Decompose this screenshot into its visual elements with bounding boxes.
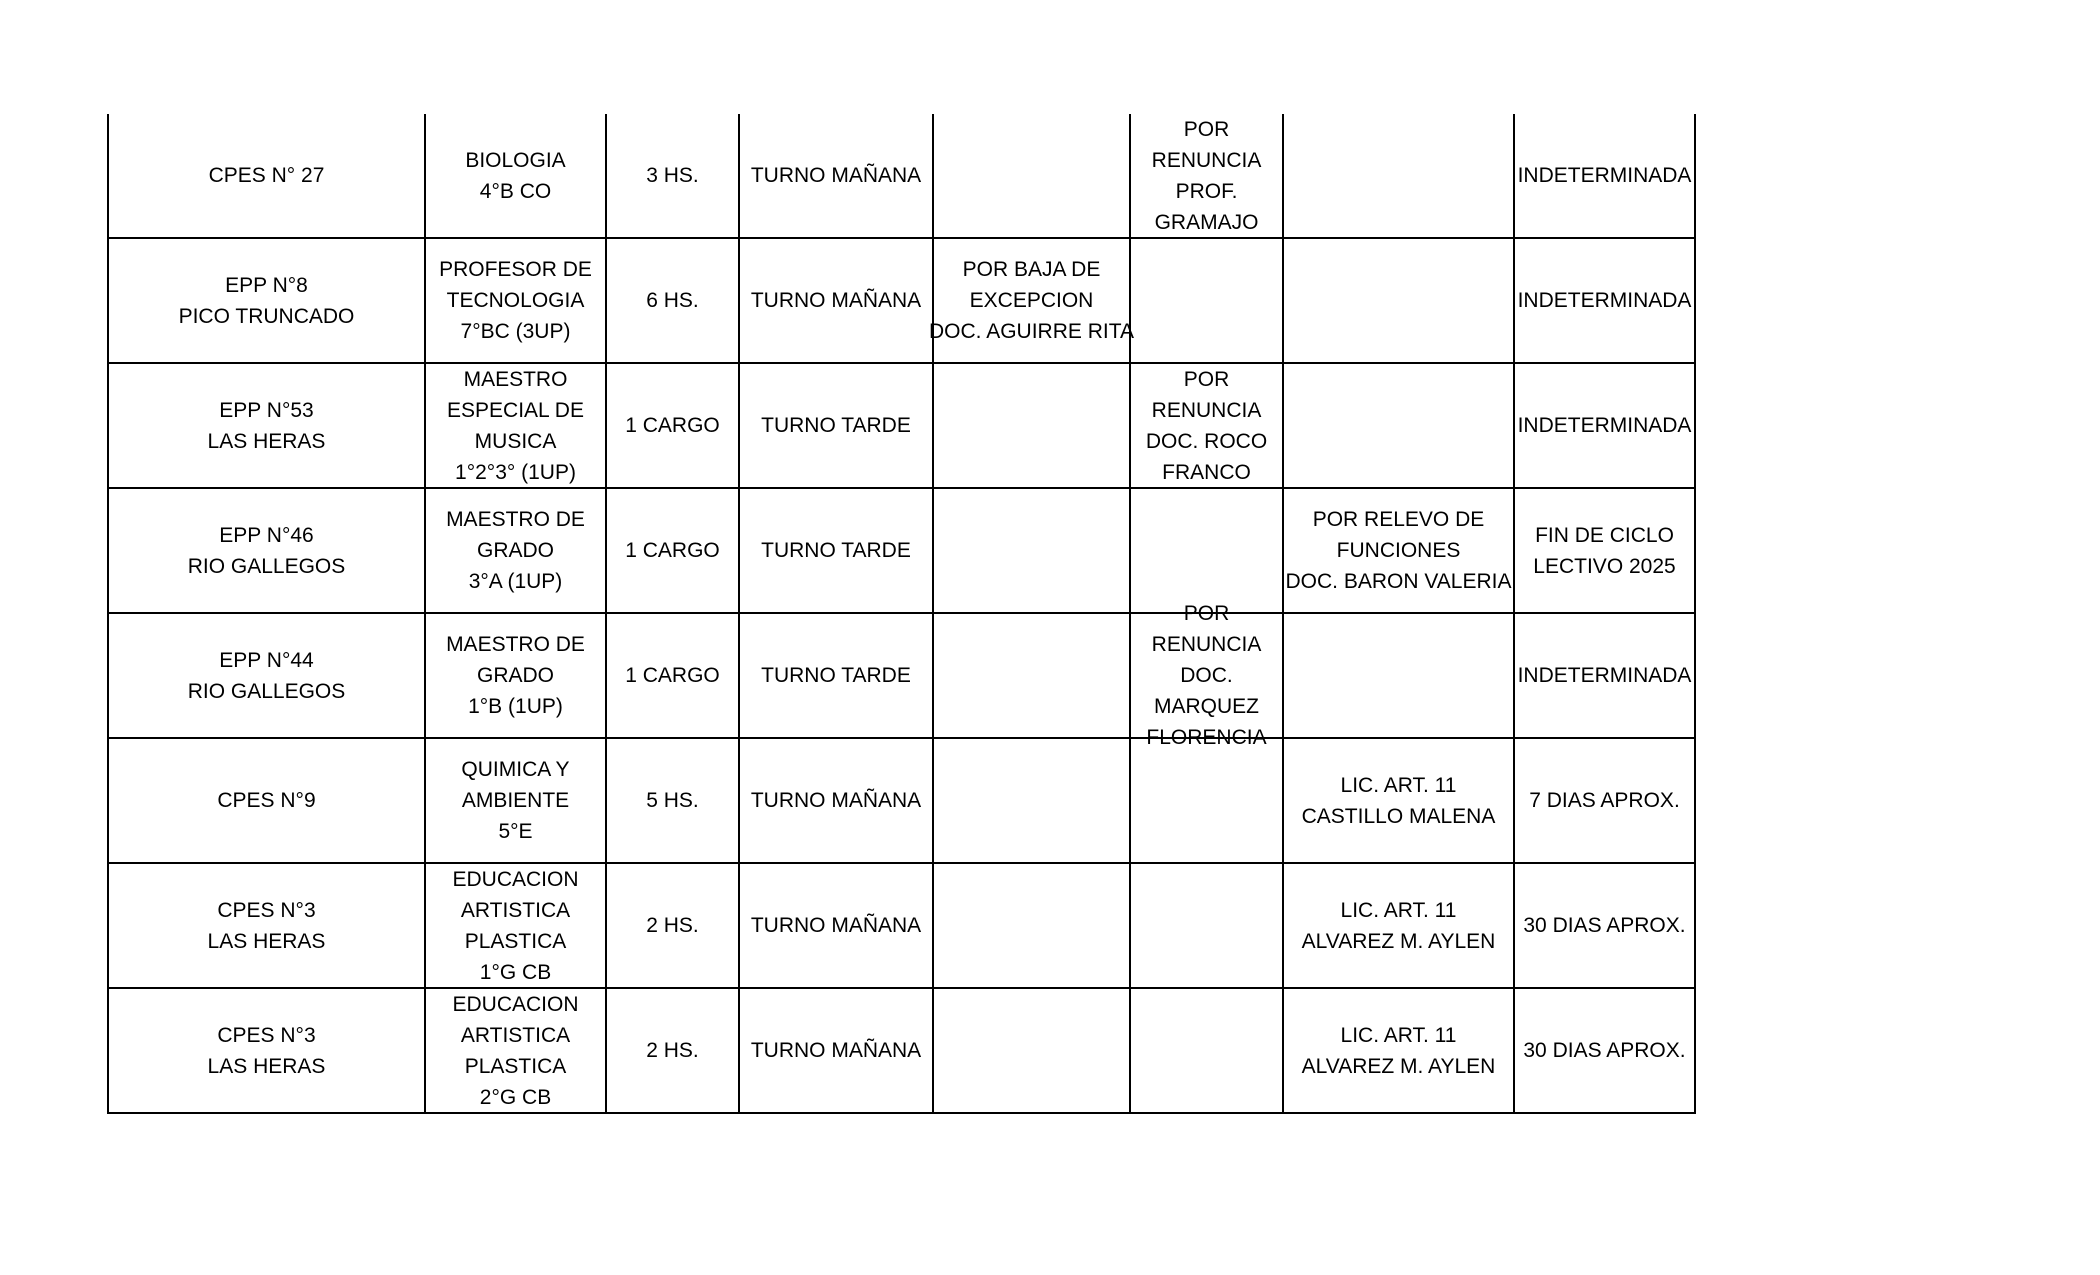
cell-text-line: CASTILLO MALENA bbox=[1301, 804, 1496, 828]
cell-text-line: BIOLOGIA bbox=[465, 148, 566, 172]
cell-text-line: LAS HERAS bbox=[207, 429, 326, 453]
cell-text-line: 2 HS. bbox=[646, 914, 699, 937]
cell-text-line: ALVAREZ M. AYLEN bbox=[1301, 1054, 1496, 1078]
cell-text-line: LAS HERAS bbox=[207, 1054, 326, 1078]
cell-text-line: INDETERMINADA bbox=[1517, 664, 1692, 687]
cell-text-line: EDUCACION bbox=[452, 867, 579, 891]
hours-cell bbox=[606, 488, 739, 613]
cell-text-line: PROF. bbox=[1175, 179, 1238, 203]
cell-text-line: 5°E bbox=[498, 820, 533, 843]
duration-cell bbox=[1514, 738, 1695, 863]
cell-text-line: PLASTICA bbox=[464, 929, 567, 953]
shift-cell bbox=[739, 238, 933, 363]
reason-cell bbox=[933, 363, 1130, 488]
cell-text-line: 5 HS. bbox=[646, 789, 699, 812]
cell-text-line: GRADO bbox=[476, 664, 554, 687]
hours-cell bbox=[606, 613, 739, 738]
duration-cell bbox=[1514, 363, 1695, 488]
reason-cell bbox=[929, 238, 1134, 363]
cell-text-line: EPP N°44 bbox=[219, 648, 314, 672]
cell-text-line: TURNO TARDE bbox=[761, 664, 911, 687]
school-cell bbox=[108, 738, 425, 863]
substitution-reason-cell bbox=[1283, 238, 1514, 363]
cell-text-line: FUNCIONES bbox=[1336, 539, 1461, 562]
cell-text-line: GRAMAJO bbox=[1154, 210, 1259, 234]
table-row bbox=[108, 238, 1695, 363]
substitution-reason-cell bbox=[1283, 488, 1514, 613]
substitution-reason-cell bbox=[1283, 738, 1514, 863]
cell-text-line: TURNO MAÑANA bbox=[750, 289, 922, 312]
cell-text-line: ESPECIAL DE bbox=[447, 398, 584, 422]
vacancy-reason-cell bbox=[1130, 863, 1283, 988]
cell-text-line: 6 HS. bbox=[646, 289, 699, 312]
cell-text-line: MAESTRO bbox=[463, 367, 568, 391]
cell-text-line: POR bbox=[1183, 367, 1230, 391]
shift-cell bbox=[739, 613, 933, 738]
cell-text-line: TURNO TARDE bbox=[761, 414, 911, 437]
duration-cell bbox=[1514, 988, 1695, 1113]
cell-text-line: INDETERMINADA bbox=[1517, 164, 1692, 187]
cell-text-line: 1°G CB bbox=[479, 960, 552, 984]
vacancies-table bbox=[107, 114, 1696, 1114]
vacancy-reason-cell bbox=[1130, 114, 1283, 238]
reason-cell bbox=[933, 114, 1130, 238]
reason-cell bbox=[933, 613, 1130, 738]
cell-text-line: TURNO MAÑANA bbox=[750, 789, 922, 812]
cell-text-line: ARTISTICA bbox=[460, 1023, 571, 1047]
cell-text-line: FIN DE CICLO bbox=[1535, 523, 1674, 547]
cell-text-line: LIC. ART. 11 bbox=[1340, 898, 1457, 922]
cell-text-line: PROFESOR DE bbox=[439, 258, 592, 281]
shift-cell bbox=[739, 363, 933, 488]
duration-cell bbox=[1514, 114, 1695, 238]
cell-text-line: EPP N°8 bbox=[225, 273, 308, 297]
shift-cell bbox=[739, 863, 933, 988]
hours-cell bbox=[606, 738, 739, 863]
cell-text-line: DOC. AGUIRRE RITA bbox=[929, 320, 1134, 343]
cell-text-line: CPES N° 27 bbox=[208, 164, 325, 187]
subject-cell bbox=[425, 738, 606, 863]
shift-cell bbox=[739, 988, 933, 1113]
cell-text-line: 1 CARGO bbox=[625, 539, 720, 562]
table-row bbox=[108, 613, 1695, 738]
cell-text-line: FLORENCIA bbox=[1146, 726, 1267, 749]
cell-text-line: QUIMICA Y bbox=[461, 758, 570, 781]
cell-text-line: 7°BC (3UP) bbox=[460, 320, 571, 343]
vacancy-reason-cell bbox=[1130, 363, 1283, 488]
hours-cell bbox=[606, 114, 739, 238]
table-row bbox=[108, 488, 1695, 613]
cell-text-line: MARQUEZ bbox=[1154, 695, 1259, 718]
cell-text-line: 2°G CB bbox=[479, 1085, 552, 1109]
duration-cell bbox=[1514, 238, 1695, 363]
duration-cell bbox=[1514, 613, 1695, 738]
table-row bbox=[108, 738, 1695, 863]
table-body bbox=[108, 114, 1695, 1113]
cell-text-line: TURNO MAÑANA bbox=[750, 164, 922, 187]
substitution-reason-cell bbox=[1283, 863, 1514, 988]
cell-text-line: POR BAJA DE bbox=[962, 258, 1101, 281]
cell-text-line: MAESTRO DE bbox=[446, 633, 585, 656]
substitution-reason-cell bbox=[1283, 363, 1514, 488]
cell-text-line: TURNO TARDE bbox=[761, 539, 911, 562]
subject-cell bbox=[425, 863, 606, 988]
cell-text-line: 1 CARGO bbox=[625, 414, 720, 437]
cell-text-line: EXCEPCION bbox=[969, 289, 1094, 312]
cell-text-line: ALVAREZ M. AYLEN bbox=[1301, 929, 1496, 953]
vacancy-reason-cell bbox=[1130, 238, 1283, 363]
cell-text-line: FRANCO bbox=[1162, 460, 1251, 484]
duration-cell bbox=[1514, 488, 1695, 613]
cell-text-line: EPP N°53 bbox=[219, 398, 314, 422]
cell-text-line: 1 CARGO bbox=[625, 664, 720, 687]
subject-cell bbox=[425, 114, 606, 238]
cell-text-line: POR bbox=[1183, 117, 1230, 141]
school-cell bbox=[108, 988, 425, 1113]
cell-text-line: RENUNCIA bbox=[1151, 398, 1262, 422]
vacancy-reason-cell bbox=[1130, 602, 1283, 749]
school-cell bbox=[108, 238, 425, 363]
reason-cell bbox=[933, 488, 1130, 613]
cell-text-line: LAS HERAS bbox=[207, 929, 326, 953]
school-cell bbox=[108, 863, 425, 988]
subject-cell bbox=[425, 613, 606, 738]
cell-text-line: TECNOLOGIA bbox=[446, 289, 585, 312]
substitution-reason-cell bbox=[1283, 114, 1514, 238]
hours-cell bbox=[606, 363, 739, 488]
table-row bbox=[108, 863, 1695, 988]
reason-cell bbox=[933, 988, 1130, 1113]
cell-text-line: 2 HS. bbox=[646, 1039, 699, 1062]
cell-text-line: EDUCACION bbox=[452, 992, 579, 1016]
table-row bbox=[108, 363, 1695, 488]
substitution-reason-cell bbox=[1283, 988, 1514, 1113]
cell-text-line: POR RELEVO DE bbox=[1312, 508, 1485, 531]
vacancy-reason-cell bbox=[1130, 488, 1283, 613]
school-cell bbox=[108, 613, 425, 738]
cell-text-line: 3°A (1UP) bbox=[468, 570, 563, 593]
cell-text-line: 3 HS. bbox=[646, 164, 699, 187]
cell-text-line: EPP N°46 bbox=[219, 523, 314, 547]
table-row bbox=[108, 988, 1695, 1113]
cell-text-line: DOC. bbox=[1180, 664, 1233, 687]
cell-text-line: PICO TRUNCADO bbox=[178, 304, 355, 328]
cell-text-line: TURNO MAÑANA bbox=[750, 914, 922, 937]
cell-text-line: ARTISTICA bbox=[460, 898, 571, 922]
cell-text-line: MAESTRO DE bbox=[446, 508, 585, 531]
cell-text-line: DOC. ROCO bbox=[1145, 429, 1268, 453]
cell-text-line: 1°2°3° (1UP) bbox=[455, 460, 576, 484]
shift-cell bbox=[739, 488, 933, 613]
shift-cell bbox=[739, 114, 933, 238]
cell-text-line: TURNO MAÑANA bbox=[750, 1039, 922, 1062]
school-cell bbox=[108, 114, 425, 238]
cell-text-line: MUSICA bbox=[474, 429, 557, 453]
cell-text-line: CPES N°9 bbox=[217, 789, 316, 812]
cell-text-line: 30 DIAS APROX. bbox=[1523, 1039, 1686, 1062]
cell-text-line: 30 DIAS APROX. bbox=[1523, 914, 1686, 937]
school-cell bbox=[108, 363, 425, 488]
subject-cell bbox=[425, 363, 606, 488]
hours-cell bbox=[606, 238, 739, 363]
subject-cell bbox=[425, 238, 606, 363]
cell-text-line: RIO GALLEGOS bbox=[187, 679, 346, 703]
cell-text-line: INDETERMINADA bbox=[1517, 289, 1692, 312]
subject-cell bbox=[425, 988, 606, 1113]
hours-cell bbox=[606, 988, 739, 1113]
vacancy-reason-cell bbox=[1130, 738, 1283, 863]
reason-cell bbox=[933, 738, 1130, 863]
cell-text-line: POR bbox=[1183, 602, 1230, 625]
table-row bbox=[108, 114, 1695, 238]
cell-text-line: RENUNCIA bbox=[1151, 148, 1262, 172]
cell-text-line: 4°B CO bbox=[479, 179, 552, 203]
shift-cell bbox=[739, 738, 933, 863]
cell-text-line: LIC. ART. 11 bbox=[1340, 1023, 1457, 1047]
cell-text-line: INDETERMINADA bbox=[1517, 414, 1692, 437]
cell-text-line: LECTIVO 2025 bbox=[1533, 554, 1676, 578]
hours-cell bbox=[606, 863, 739, 988]
cell-text-line: PLASTICA bbox=[464, 1054, 567, 1078]
duration-cell bbox=[1514, 863, 1695, 988]
cell-text-line: RENUNCIA bbox=[1151, 633, 1262, 656]
cell-text-line: 7 DIAS APROX. bbox=[1529, 789, 1680, 812]
cell-text-line: DOC. BARON VALERIA bbox=[1285, 570, 1512, 593]
cell-text-line: AMBIENTE bbox=[461, 789, 570, 812]
cell-text-line: CPES N°3 bbox=[217, 1023, 316, 1047]
subject-cell bbox=[425, 488, 606, 613]
cell-text-line: 1°B (1UP) bbox=[468, 695, 563, 718]
substitution-reason-cell bbox=[1283, 613, 1514, 738]
cell-text-line: LIC. ART. 11 bbox=[1340, 773, 1457, 797]
cell-text-line: CPES N°3 bbox=[217, 898, 316, 922]
school-cell bbox=[108, 488, 425, 613]
cell-text-line: GRADO bbox=[476, 539, 554, 562]
reason-cell bbox=[933, 863, 1130, 988]
vacancy-reason-cell bbox=[1130, 988, 1283, 1113]
cell-text-line: RIO GALLEGOS bbox=[187, 554, 346, 578]
